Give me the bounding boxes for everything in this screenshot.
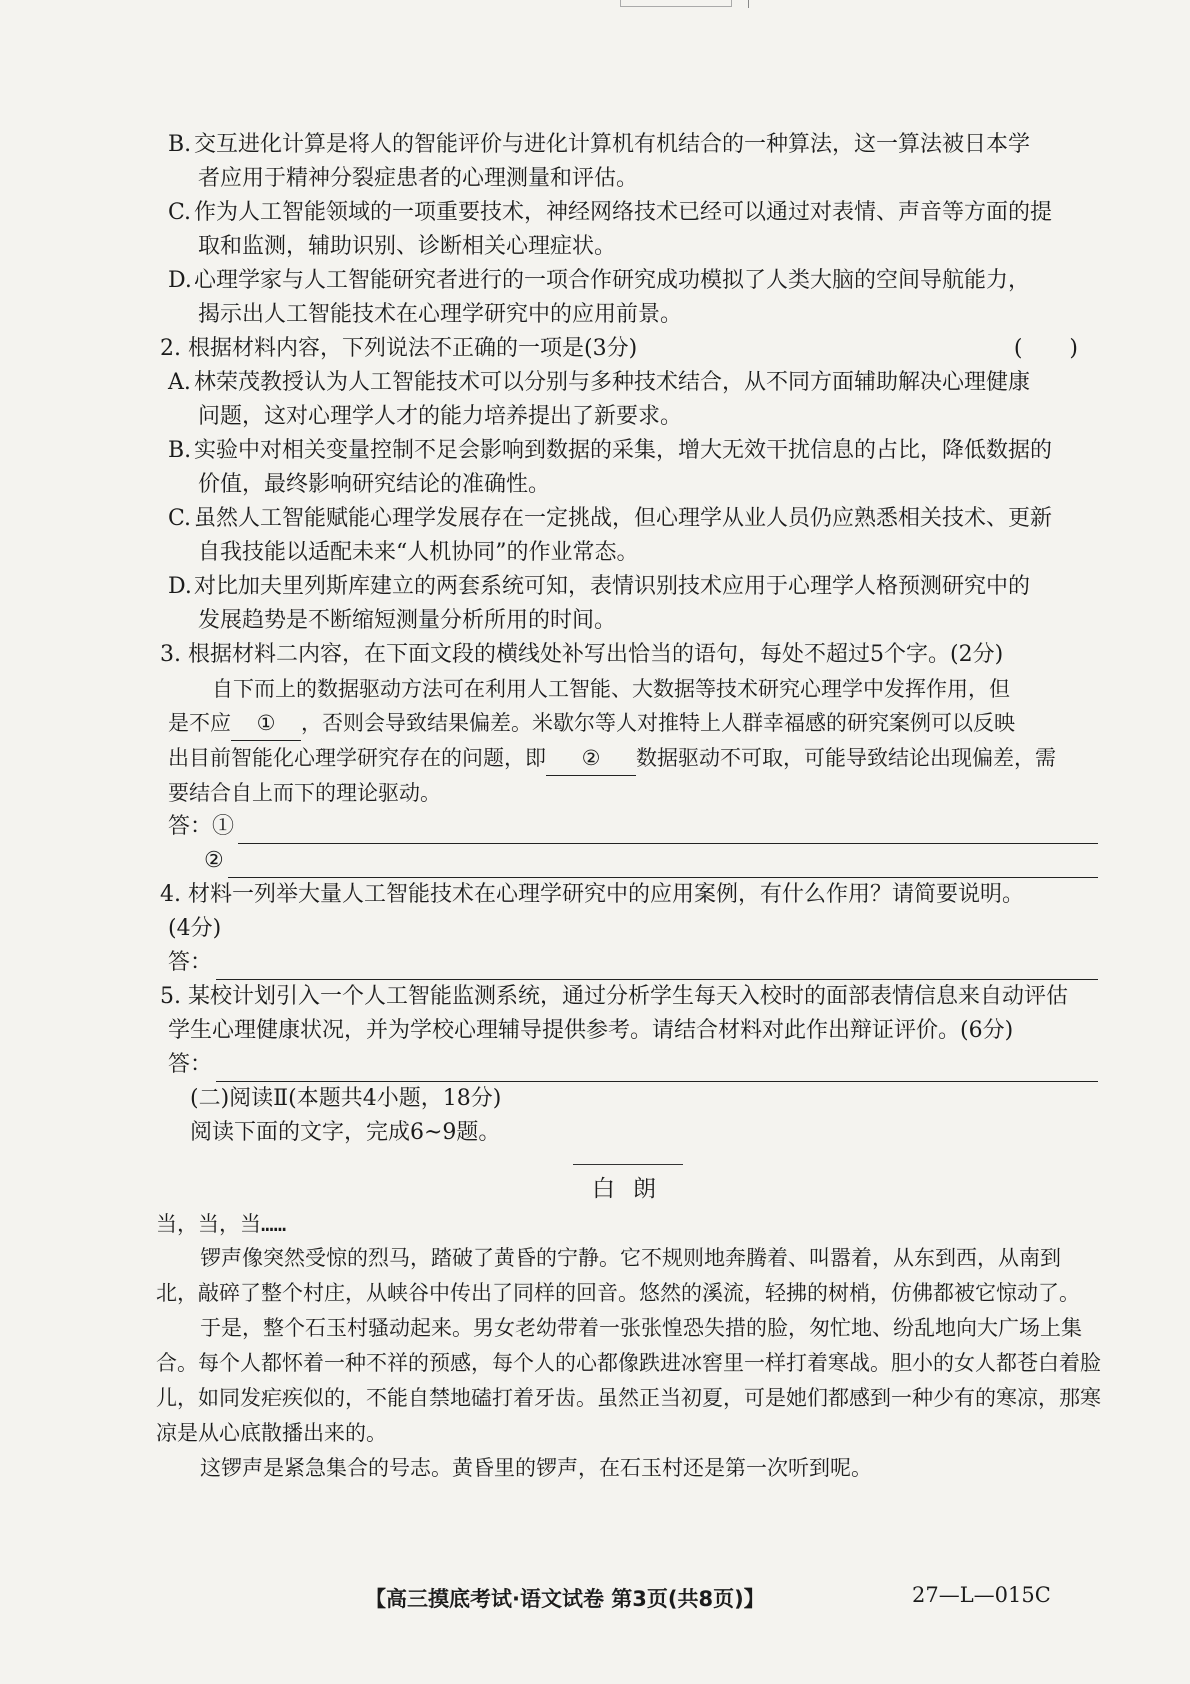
- q3-text: 出目前智能化心理学研究存在的问题，即: [168, 746, 546, 770]
- q2-option-d: [168, 570, 1098, 638]
- option-text-cont: 问题，这对心理学人才的能力培养提出了新要求。: [198, 404, 683, 429]
- option-text: 对比加夫里列斯库建立的两套系统可知，表情识别技术应用于心理学人格预测研究中的: [194, 574, 1031, 599]
- q2-option-b: [168, 434, 1098, 502]
- option-text: 交互进化计算是将人的智能评价与进化计算机有机结合的一种算法，这一算法被日本学: [194, 132, 1031, 157]
- story-paragraph: 于是，整个石玉村骚动起来。男女老幼带着一张张惶恐失措的脸，匆忙地、纷乱地向大广场上集合。每个人都怀着一种不祥的预感，每个人的心都像跌进冰窖里一样打着寒战。胆小的女人都苍白着脸儿，如同发疟疾似的，不能自禁地磕打着牙齿。虽然正当初夏，可是她们都感到一种少有的寒凉，那寒凉是从心底散播出来的。: [156, 1316, 1101, 1445]
- fill-blank-1[interactable]: ①: [231, 706, 301, 741]
- q5-answer: [168, 1048, 1098, 1082]
- q3-passage-line: [168, 741, 1098, 776]
- q5-stem: 5. 某校计划引入一个人工智能监测系统，通过分析学生每天入校时的面部表情信息来自动评估: [160, 984, 1068, 1009]
- fill-blank-2[interactable]: ②: [546, 741, 636, 776]
- option-text: 虽然人工智能赋能心理学发展存在一定挑战，但心理学从业人员仍应熟悉相关技术、更新: [194, 506, 1053, 531]
- footer-code: 27—L—015C: [912, 1583, 1051, 1607]
- q1-option-d: [168, 264, 1098, 332]
- option-text-cont: 价值，最终影响研究结论的准确性。: [198, 472, 551, 497]
- q3-text: ，否则会导致结果偏差。米歇尔等人对推特上人群幸福感的研究案例可以反映: [301, 711, 1015, 735]
- q3-answer-1: [168, 810, 1098, 844]
- q4-stem: 4. 材料一列举大量人工智能技术在心理学研究中的应用案例，有什么作用？请简要说明。: [160, 882, 1024, 907]
- story-paragraph: 这锣声是紧急集合的号志。黄昏里的锣声，在石玉村还是第一次听到呢。: [200, 1456, 872, 1480]
- answer-paren[interactable]: ( ): [1013, 336, 1098, 361]
- answer-line[interactable]: [238, 819, 1098, 844]
- q2-option-c: [168, 502, 1098, 570]
- title-rule: [573, 1164, 683, 1165]
- page-top-tick: [748, 0, 749, 8]
- option-text-cont: 自我技能以适配未来“人机协同”的作业常态。: [198, 540, 639, 565]
- q2-option-a: [168, 366, 1098, 434]
- option-text: 林荣茂教授认为人工智能技术可以分别与多种技术结合，从不同方面辅助解决心理健康: [194, 370, 1031, 395]
- answer-line[interactable]: [216, 1057, 1098, 1082]
- q3-text: 是不应: [168, 711, 231, 735]
- option-text-cont: 者应用于精神分裂症患者的心理测量和评估。: [198, 166, 639, 191]
- answer-label: 答：: [168, 950, 213, 975]
- option-label: D.: [168, 574, 192, 599]
- q1-option-b: [168, 128, 1098, 196]
- q4-answer: [168, 946, 1098, 980]
- q5-stem-cont: 学生心理健康状况，并为学校心理辅导提供参考。请结合材料对此作出辩证评价。(6分): [168, 1018, 1014, 1043]
- story-paragraph: 锣声像突然受惊的烈马，踏破了黄昏的宁静。它不规则地奔腾着、叫嚣着，从东到西，从南到北，敲碎了整个村庄，从峡谷中传出了同样的回音。悠然的溪流，轻拂的树梢，仿佛都被它惊动了。: [156, 1246, 1080, 1305]
- story-title-block: [168, 1164, 1098, 1203]
- option-text: 心理学家与人工智能研究者进行的一项合作研究成功模拟了人类大脑的空间导航能力，: [194, 268, 1031, 293]
- option-label: D.: [168, 268, 192, 293]
- option-label: B.: [168, 438, 192, 463]
- option-text: 实验中对相关变量控制不足会影响到数据的采集，增大无效干扰信息的占比，降低数据的: [194, 438, 1053, 463]
- q4-score: (4分): [168, 916, 222, 941]
- q3-text: 数据驱动不可取，可能导致结论出现偏差，需: [636, 746, 1056, 770]
- exam-content: [156, 128, 1101, 1486]
- answer-label: 答：①: [168, 814, 235, 839]
- page-top-tab: [620, 0, 732, 7]
- q3-passage-line: [168, 706, 1098, 741]
- footer-title: 【高三摸底考试·语文试卷 第3页(共8页)】: [365, 1587, 765, 1611]
- section-heading: (二)阅读Ⅱ(本题共4小题，18分): [190, 1086, 502, 1111]
- q3-passage-line: 要结合自上而下的理论驱动。: [168, 781, 441, 805]
- option-label: B.: [168, 132, 192, 157]
- option-label: C.: [168, 200, 192, 225]
- story-paragraph: 当，当，当……: [156, 1212, 287, 1236]
- answer-label: 答：: [168, 1052, 213, 1077]
- story-title: 白朗: [592, 1176, 674, 1202]
- answer-line[interactable]: [228, 853, 1098, 878]
- q1-option-c: [168, 196, 1098, 264]
- option-text-cont: 发展趋势是不断缩短测量分析所用的时间。: [198, 608, 617, 633]
- q2-stem: [160, 332, 1098, 366]
- q3-passage: [168, 672, 1098, 810]
- option-label: C.: [168, 506, 192, 531]
- answer-label: ②: [204, 848, 224, 873]
- q3-stem: 3. 根据材料二内容，在下面文段的横线处补写出恰当的语句，每处不超过5个字。(2分): [160, 642, 1004, 667]
- option-label: A.: [168, 370, 191, 395]
- section-instruction: 阅读下面的文字，完成6~9题。: [190, 1120, 501, 1145]
- story-body: [156, 1207, 1101, 1486]
- option-text-cont: 取和监测，辅助识别、诊断相关心理症状。: [198, 234, 617, 259]
- option-text: 作为人工智能领域的一项重要技术，神经网络技术已经可以通过对表情、声音等方面的提: [194, 200, 1053, 225]
- answer-line[interactable]: [216, 955, 1098, 980]
- q3-passage-line: 自下而上的数据驱动方法可在利用人工智能、大数据等技术研究心理学中发挥作用，但: [212, 677, 1010, 701]
- option-text-cont: 揭示出人工智能技术在心理学研究中的应用前景。: [198, 302, 683, 327]
- q2-stem-text: 2. 根据材料内容，下列说法不正确的一项是(3分): [160, 336, 638, 361]
- q3-answer-2: [168, 844, 1098, 878]
